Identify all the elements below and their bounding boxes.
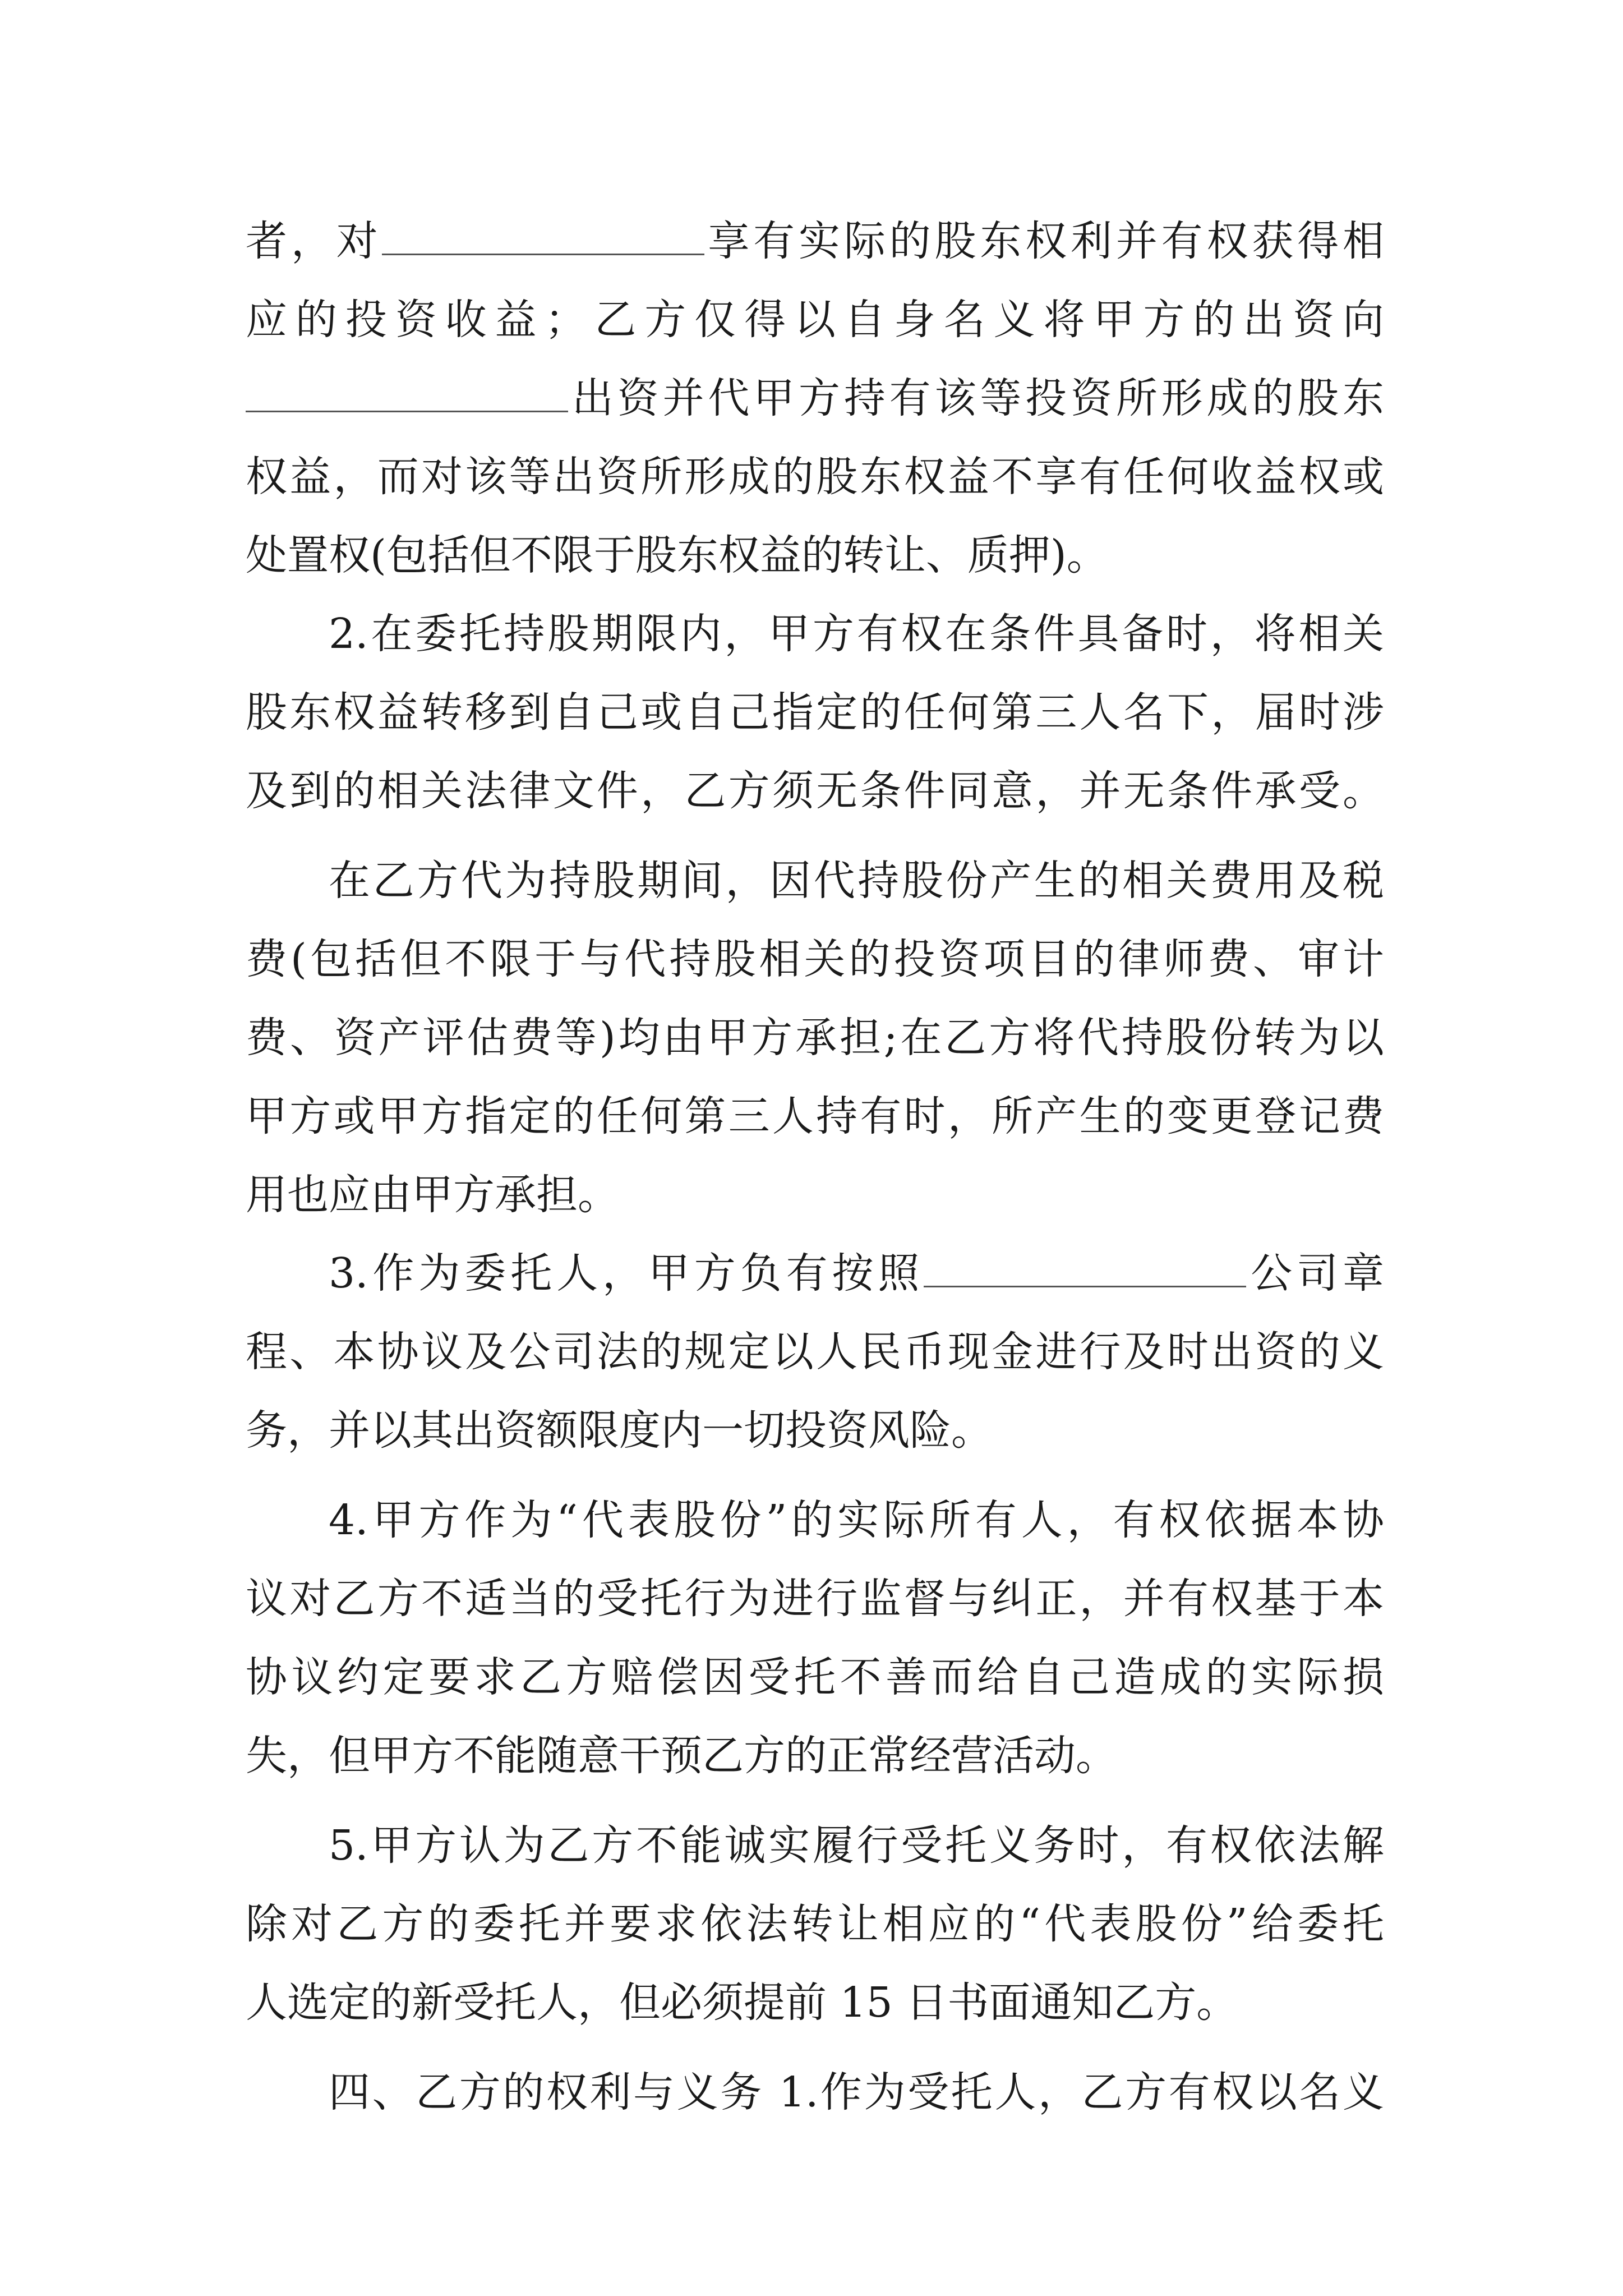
text-line: 在乙方代为持股期间，因代持股份产生的相关费用及税 xyxy=(329,857,1384,905)
text-line: 协议约定要求乙方赔偿因受托不善而给自己造成的实际损 xyxy=(246,1653,1384,1701)
text-line xyxy=(246,365,1384,432)
blank-field xyxy=(246,369,568,412)
text-line: 4.甲方作为“代表股份”的实际所有人，有权依据本协 xyxy=(329,1496,1384,1544)
text-line: 费(包括但不限于与代持股相关的投资项目的律师费、审计 xyxy=(246,935,1384,983)
text-segment: 出资并代甲方持有该等投资所形成的股东 xyxy=(568,374,1384,422)
text-segment: 者，对 xyxy=(246,217,382,265)
text-line: 失，但甲方不能随意干预乙方的正常经营活动。 xyxy=(246,1732,1117,1780)
text-line: 处置权(包括但不限于股东权益的转让、质押)。 xyxy=(246,531,1108,579)
text-line: 四、乙方的权利与义务 1.作为受托人，乙方有权以名义 xyxy=(329,2068,1384,2116)
text-line: 人选定的新受托人，但必须提前 15 日书面通知乙方。 xyxy=(246,1978,1238,2027)
text-line: 务，并以其出资额限度内一切投资风险。 xyxy=(246,1406,993,1455)
text-line: 5.甲方认为乙方不能诚实履行受托义务时，有权依法解 xyxy=(329,1821,1384,1870)
text-line: 议对乙方不适当的受托行为进行监督与纠正，并有权基于本 xyxy=(246,1575,1384,1623)
text-line xyxy=(246,208,1384,275)
text-line: 用也应由甲方承担。 xyxy=(246,1171,619,1219)
text-line: 费、资产评估费等)均由甲方承担;在乙方将代持股份转为以 xyxy=(246,1014,1384,1062)
blank-field xyxy=(924,1244,1246,1287)
text-line: 应的投资收益；乙方仅得以自身名义将甲方的出资向 xyxy=(246,296,1384,344)
text-line: 程、本协议及公司法的规定以人民币现金进行及时出资的义 xyxy=(246,1328,1384,1376)
blank-field xyxy=(382,212,704,255)
text-line: 2.在委托持股期限内，甲方有权在条件具备时，将相关 xyxy=(329,610,1384,658)
text-line: 股东权益转移到自己或自己指定的任何第三人名下，届时涉 xyxy=(246,688,1384,737)
text-line: 及到的相关法律文件，乙方须无条件同意，并无条件承受。 xyxy=(246,767,1384,815)
text-line: 权益，而对该等出资所形成的股东权益不享有任何收益权或 xyxy=(246,453,1384,501)
text-line: 除对乙方的委托并要求依法转让相应的“代表股份”给委托 xyxy=(246,1900,1384,1948)
text-line xyxy=(246,1240,1384,1307)
text-line: 甲方或甲方指定的任何第三人持有时，所产生的变更登记费 xyxy=(246,1092,1384,1140)
text-segment: 享有实际的股东权利并有权获得相 xyxy=(704,217,1384,265)
text-segment: 3.作为委托人，甲方负有按照 xyxy=(329,1249,924,1297)
text-segment: 公司章 xyxy=(1246,1249,1384,1297)
